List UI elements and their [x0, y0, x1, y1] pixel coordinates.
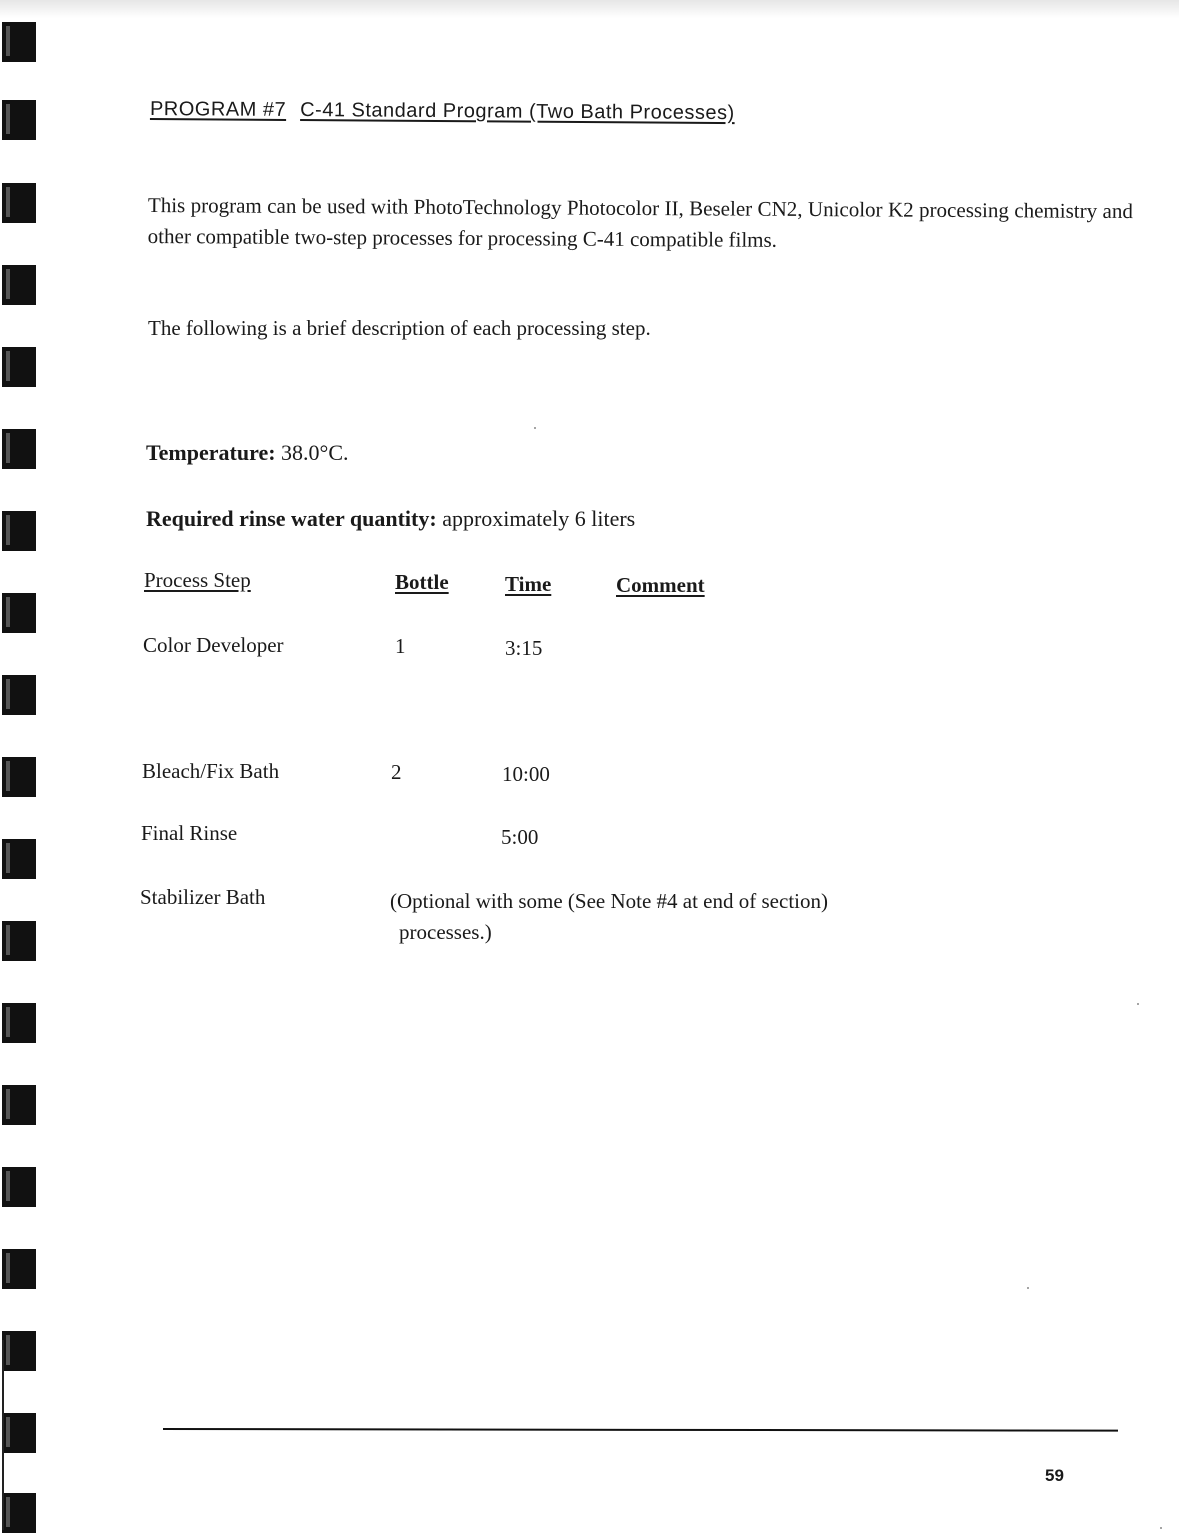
binding-hole — [2, 429, 36, 469]
temperature-label: Temperature: — [146, 440, 276, 465]
binding-hole — [2, 265, 36, 305]
binding-hole — [2, 1003, 36, 1043]
rinse-water-label: Required rinse water quantity: — [146, 506, 437, 531]
step-description-intro: The following is a brief description of each processing step. — [148, 316, 651, 340]
binding-hole — [2, 921, 36, 961]
binding-hole — [2, 511, 36, 551]
binding-hole — [2, 839, 36, 879]
binding-spine — [2, 1340, 4, 1530]
header-process-step: Process Step — [144, 568, 251, 592]
rinse-water-value: approximately 6 liters — [442, 506, 636, 531]
binding-hole — [2, 1331, 36, 1371]
binding-hole — [2, 1167, 36, 1207]
binding-hole — [2, 1413, 36, 1453]
binding-hole — [2, 675, 36, 715]
row-bottle: 1 — [395, 634, 406, 658]
scan-speck — [1027, 1287, 1029, 1289]
binding-hole — [2, 593, 36, 633]
header-bottle: Bottle — [395, 570, 449, 594]
rinse-water-field — [146, 506, 635, 532]
binding-hole — [2, 100, 36, 140]
binding-hole — [2, 1085, 36, 1125]
footer-divider — [163, 1428, 1118, 1432]
stabilizer-note-line-2: processes.) — [399, 920, 492, 944]
scan-speck — [534, 427, 536, 429]
program-label: PROGRAM #7 — [149, 98, 287, 121]
binding-hole — [2, 347, 36, 387]
row-step: Bleach/Fix Bath — [142, 759, 280, 783]
row-time: 3:15 — [505, 636, 543, 660]
scan-speck — [1137, 1003, 1139, 1005]
binding-hole — [2, 757, 36, 797]
binding-hole — [2, 1249, 36, 1289]
header-comment: Comment — [616, 573, 705, 597]
row-step: Color Developer — [143, 633, 284, 657]
binding-hole — [2, 183, 36, 223]
row-bottle: 2 — [391, 760, 402, 784]
binding-hole — [2, 1493, 36, 1533]
stabilizer-note-line-1: (Optional with some (See Note #4 at end of section) — [390, 889, 828, 913]
binding-hole — [2, 22, 36, 62]
row-time: 5:00 — [501, 825, 539, 849]
page-title — [150, 98, 735, 125]
spiral-binding — [0, 0, 40, 1539]
temperature-value: 38.0°C. — [281, 440, 349, 465]
page-number: 59 — [1045, 1466, 1064, 1485]
stabilizer-note — [390, 886, 828, 948]
intro-paragraph: This program can be used with PhotoTechnology Photocolor II, Beseler CN2, Unicolor K2 processing chemistry and other compatible two-step processes for processing C-41 compatible films. — [147, 192, 1133, 252]
row-step: Stabilizer Bath — [140, 885, 266, 909]
scan-speck — [1160, 1527, 1162, 1529]
row-time: 10:00 — [502, 762, 550, 786]
program-name: C-41 Standard Program (Two Bath Processes) — [300, 99, 735, 125]
scan-top-shadow — [0, 0, 1179, 18]
temperature-field — [146, 440, 349, 466]
row-step: Final Rinse — [141, 821, 238, 845]
header-time: Time — [505, 572, 552, 596]
